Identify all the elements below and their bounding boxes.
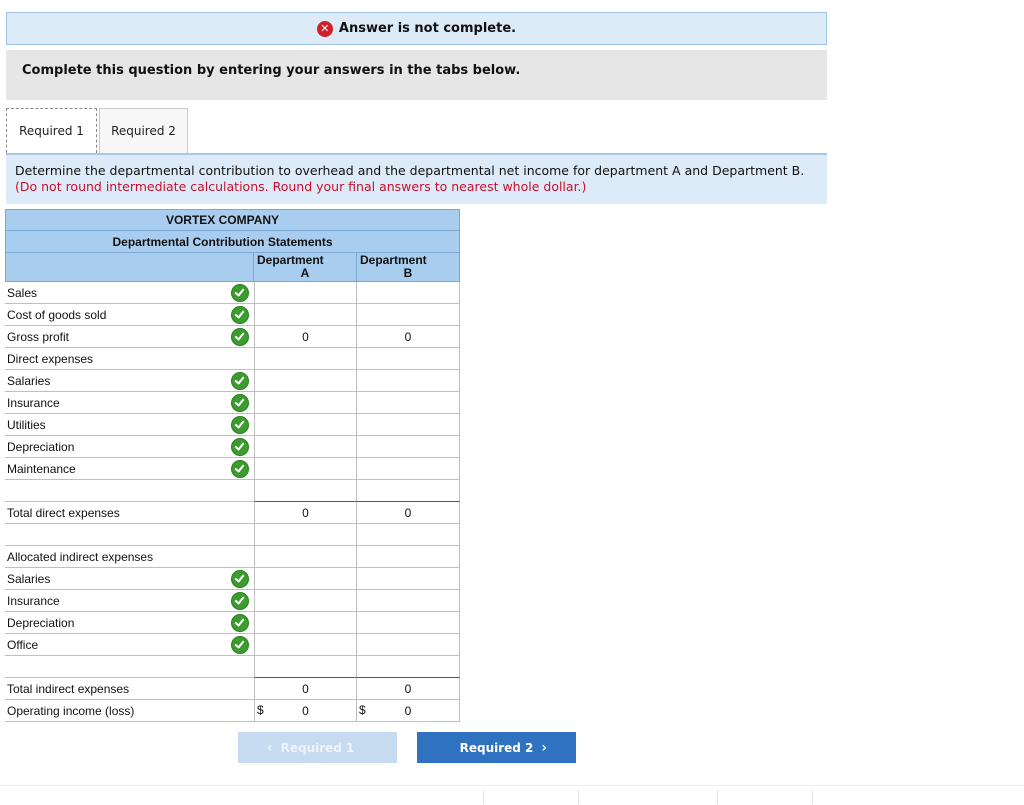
check-icon	[231, 284, 249, 302]
question-panel	[6, 155, 827, 204]
chevron-left-icon: ‹	[266, 739, 273, 756]
table-row	[5, 326, 460, 348]
table-row	[5, 502, 460, 524]
row-label: Total direct expenses	[5, 502, 225, 524]
check-cell	[225, 612, 254, 634]
input-department-a[interactable]	[254, 282, 357, 304]
row-label: Gross profit	[5, 326, 225, 348]
table-row	[5, 546, 460, 568]
table-row	[5, 436, 460, 458]
table-row	[5, 304, 460, 326]
check-cell	[225, 480, 254, 502]
row-label: Office	[5, 634, 225, 656]
input-department-a[interactable]: 0	[254, 502, 357, 524]
table-row	[5, 612, 460, 634]
chevron-right-icon: ›	[541, 739, 548, 756]
row-label: Utilities	[5, 414, 225, 436]
check-icon	[231, 636, 249, 654]
label-column-header	[5, 253, 254, 282]
row-label: Depreciation	[5, 436, 225, 458]
footer-separator	[717, 790, 718, 804]
instructions: Complete this question by entering your answers in the tabs below.	[6, 50, 827, 100]
x-circle-icon: ✕	[317, 21, 333, 37]
input-department-b[interactable]	[357, 370, 460, 392]
contribution-statement-table	[5, 209, 460, 722]
check-cell	[225, 458, 254, 480]
input-department-a[interactable]	[254, 304, 357, 326]
input-department-b[interactable]	[357, 634, 460, 656]
input-department-a[interactable]: 0	[254, 326, 357, 348]
check-cell	[225, 590, 254, 612]
table-row	[5, 590, 460, 612]
input-department-a[interactable]	[254, 348, 357, 370]
statement-title: Departmental Contribution Statements	[5, 231, 460, 253]
table-row	[5, 392, 460, 414]
table-row	[5, 678, 460, 700]
question-text: Determine the departmental contribution to overhead and the departmental net income for department A and Department B.	[15, 163, 805, 178]
input-department-b[interactable]	[357, 282, 460, 304]
check-icon	[231, 394, 249, 412]
check-icon	[231, 416, 249, 434]
column-header-department-a: Department A	[254, 253, 357, 282]
row-label: Cost of goods sold	[5, 304, 225, 326]
input-department-b[interactable]: 0	[357, 326, 460, 348]
check-cell	[225, 348, 254, 370]
tab-required-1[interactable]: Required 1	[6, 108, 97, 153]
check-cell	[225, 370, 254, 392]
input-department-a[interactable]	[254, 414, 357, 436]
input-department-a[interactable]	[254, 656, 357, 678]
row-label: Sales	[5, 282, 225, 304]
table-row	[5, 480, 460, 502]
answer-status-banner	[6, 12, 827, 45]
column-header-department-b: Department B	[357, 253, 460, 282]
check-icon	[231, 372, 249, 390]
check-cell	[225, 436, 254, 458]
input-department-a[interactable]	[254, 392, 357, 414]
table-row	[5, 568, 460, 590]
input-department-b[interactable]	[357, 568, 460, 590]
input-department-a[interactable]	[254, 524, 357, 546]
table-row	[5, 656, 460, 678]
table-row	[5, 634, 460, 656]
input-department-b[interactable]: 0	[357, 502, 460, 524]
input-department-b[interactable]: 0	[357, 678, 460, 700]
check-cell	[225, 282, 254, 304]
tab-required-2[interactable]: Required 2	[99, 108, 188, 153]
check-icon	[231, 460, 249, 478]
row-label: Insurance	[5, 590, 225, 612]
footer-divider	[0, 785, 1024, 786]
input-department-a[interactable]	[254, 480, 357, 502]
table-row	[5, 370, 460, 392]
input-department-b[interactable]	[357, 612, 460, 634]
check-cell	[225, 524, 254, 546]
input-department-a[interactable]	[254, 370, 357, 392]
row-label	[5, 656, 225, 678]
check-cell	[225, 656, 254, 678]
input-department-a[interactable]	[254, 590, 357, 612]
input-department-b[interactable]	[357, 546, 460, 568]
question-note: (Do not round intermediate calculations. Round your final answers to nearest whole dollar.)	[15, 179, 587, 194]
next-required-2-button[interactable]: Required 2 ›	[417, 732, 576, 763]
table-row	[5, 524, 460, 546]
input-department-b[interactable]	[357, 392, 460, 414]
input-department-a[interactable]	[254, 546, 357, 568]
table-row	[5, 282, 460, 304]
row-label	[5, 524, 225, 546]
input-department-a[interactable]: 0	[254, 678, 357, 700]
dollar-sign: $	[359, 703, 366, 717]
input-department-a[interactable]	[254, 458, 357, 480]
check-cell	[225, 414, 254, 436]
table-row	[5, 458, 460, 480]
input-department-a[interactable]	[254, 568, 357, 590]
input-department-b[interactable]	[357, 480, 460, 502]
row-label: Depreciation	[5, 612, 225, 634]
check-icon	[231, 592, 249, 610]
row-label: Operating income (loss)	[5, 700, 225, 722]
input-department-b[interactable]	[357, 436, 460, 458]
answer-status-text: Answer is not complete.	[338, 21, 517, 36]
row-label: Insurance	[5, 392, 225, 414]
column-headers	[5, 253, 460, 282]
table-row	[5, 348, 460, 370]
company-name: VORTEX COMPANY	[5, 209, 460, 231]
check-icon	[231, 328, 249, 346]
row-label: Salaries	[5, 568, 225, 590]
check-cell	[225, 304, 254, 326]
input-department-a[interactable]: $ 0	[254, 700, 357, 722]
table-body	[5, 282, 460, 722]
row-label: Direct expenses	[5, 348, 225, 370]
row-label: Total indirect expenses	[5, 678, 225, 700]
row-label	[5, 480, 225, 502]
input-department-a[interactable]	[254, 436, 357, 458]
prev-required-1-button[interactable]: ‹ Required 1	[238, 732, 397, 763]
footer-separator	[578, 790, 579, 804]
check-cell	[225, 678, 254, 700]
row-label: Maintenance	[5, 458, 225, 480]
table-row	[5, 414, 460, 436]
check-cell	[225, 568, 254, 590]
input-department-b[interactable]	[357, 414, 460, 436]
input-department-b[interactable]	[357, 590, 460, 612]
footer-separator	[483, 790, 484, 804]
check-icon	[231, 438, 249, 456]
check-cell	[225, 634, 254, 656]
input-department-b[interactable]: $ 0	[357, 700, 460, 722]
check-cell	[225, 392, 254, 414]
footer-separator	[812, 790, 813, 804]
check-icon	[231, 614, 249, 632]
row-label: Allocated indirect expenses	[5, 546, 225, 568]
dollar-sign: $	[257, 703, 264, 717]
input-department-b[interactable]	[357, 304, 460, 326]
input-department-b[interactable]	[357, 656, 460, 678]
input-department-a[interactable]	[254, 634, 357, 656]
table-row	[5, 700, 460, 722]
check-cell	[225, 700, 254, 722]
input-department-b[interactable]	[357, 524, 460, 546]
check-cell	[225, 546, 254, 568]
input-department-b[interactable]	[357, 348, 460, 370]
check-cell	[225, 326, 254, 348]
row-label: Salaries	[5, 370, 225, 392]
check-cell	[225, 502, 254, 524]
check-icon	[231, 570, 249, 588]
check-icon	[231, 306, 249, 324]
input-department-b[interactable]	[357, 458, 460, 480]
input-department-a[interactable]	[254, 612, 357, 634]
